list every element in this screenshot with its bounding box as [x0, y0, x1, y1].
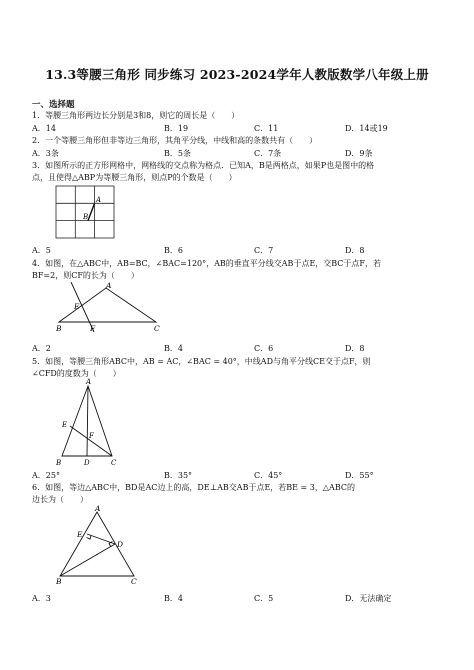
q1-option-d: D．14或19 [345, 124, 388, 133]
q6-option-a: A．3 [32, 594, 51, 603]
q6-label-d: D [117, 540, 124, 549]
page-title: 13.3等腰三角形 同步练习 2023-2024学年人教版数学八年级上册 [45, 67, 429, 82]
question-5-text-line1: 5．如图，等腰三角形ABC中，AB = AC，∠BAC = 40°，中线AD与角平分线CE交于点F，则 [32, 357, 371, 366]
q4-option-b: B．4 [164, 344, 183, 353]
q6-label-a: A [95, 504, 101, 513]
q6-option-b: B．4 [164, 594, 183, 603]
q1-option-a: A．14 [32, 124, 56, 133]
q4-label-a: A [106, 281, 112, 290]
q6-option-d: D．无法确定 [345, 594, 392, 603]
q3-label-b: B [83, 213, 89, 221]
q6-label-e: E [77, 530, 83, 539]
q3-option-b: B．6 [164, 246, 183, 255]
q2-option-c: C．7条 [254, 149, 282, 158]
q5-option-c: C．45° [254, 471, 283, 480]
section-heading: 一、选择题 [32, 100, 75, 110]
q4-label-e: E [74, 302, 80, 311]
q4-triangle-figure [50, 280, 170, 338]
q1-option-c: C．11 [254, 124, 279, 133]
q3-option-c: C．7 [254, 246, 274, 255]
question-3-text-line1: 3．如图所示的正方形网格中，网格线的交点称为格点．已知A，B是两格点，如果P也是图中的格 [32, 161, 375, 170]
q3-label-a: A [96, 196, 102, 204]
q5-option-b: B．35° [164, 471, 193, 480]
q6-triangle-figure [50, 504, 145, 586]
question-2-text: 2．一个等腰三角形但非等边三角形，其角平分线，中线和高的条数共有（ ） [32, 136, 318, 145]
q1-option-b: B．19 [164, 124, 189, 133]
q2-option-a: A．3条 [32, 149, 59, 158]
q3-option-d: D．8 [345, 246, 365, 255]
q5-option-d: D．55° [345, 471, 374, 480]
q4-option-d: D．8 [345, 344, 365, 353]
q5-label-b: B [56, 459, 62, 467]
q2-option-d: D．9条 [345, 149, 373, 158]
q6-label-b: B [56, 577, 62, 586]
question-6-text-line1: 6．如图，等边△ABC中，BD是AC边上的高，DE⊥AB交AB于点E，若BE = 3，△ABC的 [32, 483, 355, 492]
q2-option-b: B．5条 [164, 149, 191, 158]
q5-label-a: A [86, 378, 92, 386]
q4-option-a: A．2 [32, 344, 51, 353]
question-3-text-line2: 点，且使得△ABP为等腰三角形，则点P的个数是（ ） [32, 173, 237, 182]
q3-option-a: A．5 [32, 246, 51, 255]
q5-label-e: E [62, 421, 68, 429]
q5-label-d: D [84, 459, 90, 467]
q6-option-c: C．5 [254, 594, 274, 603]
question-6-text-line2: 边长为（ ） [32, 495, 88, 504]
q5-option-a: A．25° [32, 471, 60, 480]
question-5-text-line2: ∠CFD的度数为（ ） [32, 369, 121, 378]
q5-triangle-figure [50, 376, 130, 468]
q4-label-f: F [90, 324, 96, 333]
question-4-text-line1: 4．如图，在△ABC中，AB=BC，∠BAC=120°，AB的垂直平分线交AB于点E，交BC于点F，若 [32, 259, 381, 268]
q4-label-b: B [56, 324, 62, 333]
q4-option-c: C．6 [254, 344, 274, 353]
question-4-text-line2: BF=2，则CF的长为（ ） [32, 271, 139, 280]
q3-grid-figure [55, 185, 117, 241]
q5-label-f: F [89, 432, 94, 440]
q6-label-c: C [131, 577, 137, 586]
q5-label-c: C [111, 459, 117, 467]
question-1-text: 1．等腰三角形两边长分别是3和8，则它的周长是（ ） [32, 111, 240, 120]
q4-label-c: C [154, 324, 160, 333]
